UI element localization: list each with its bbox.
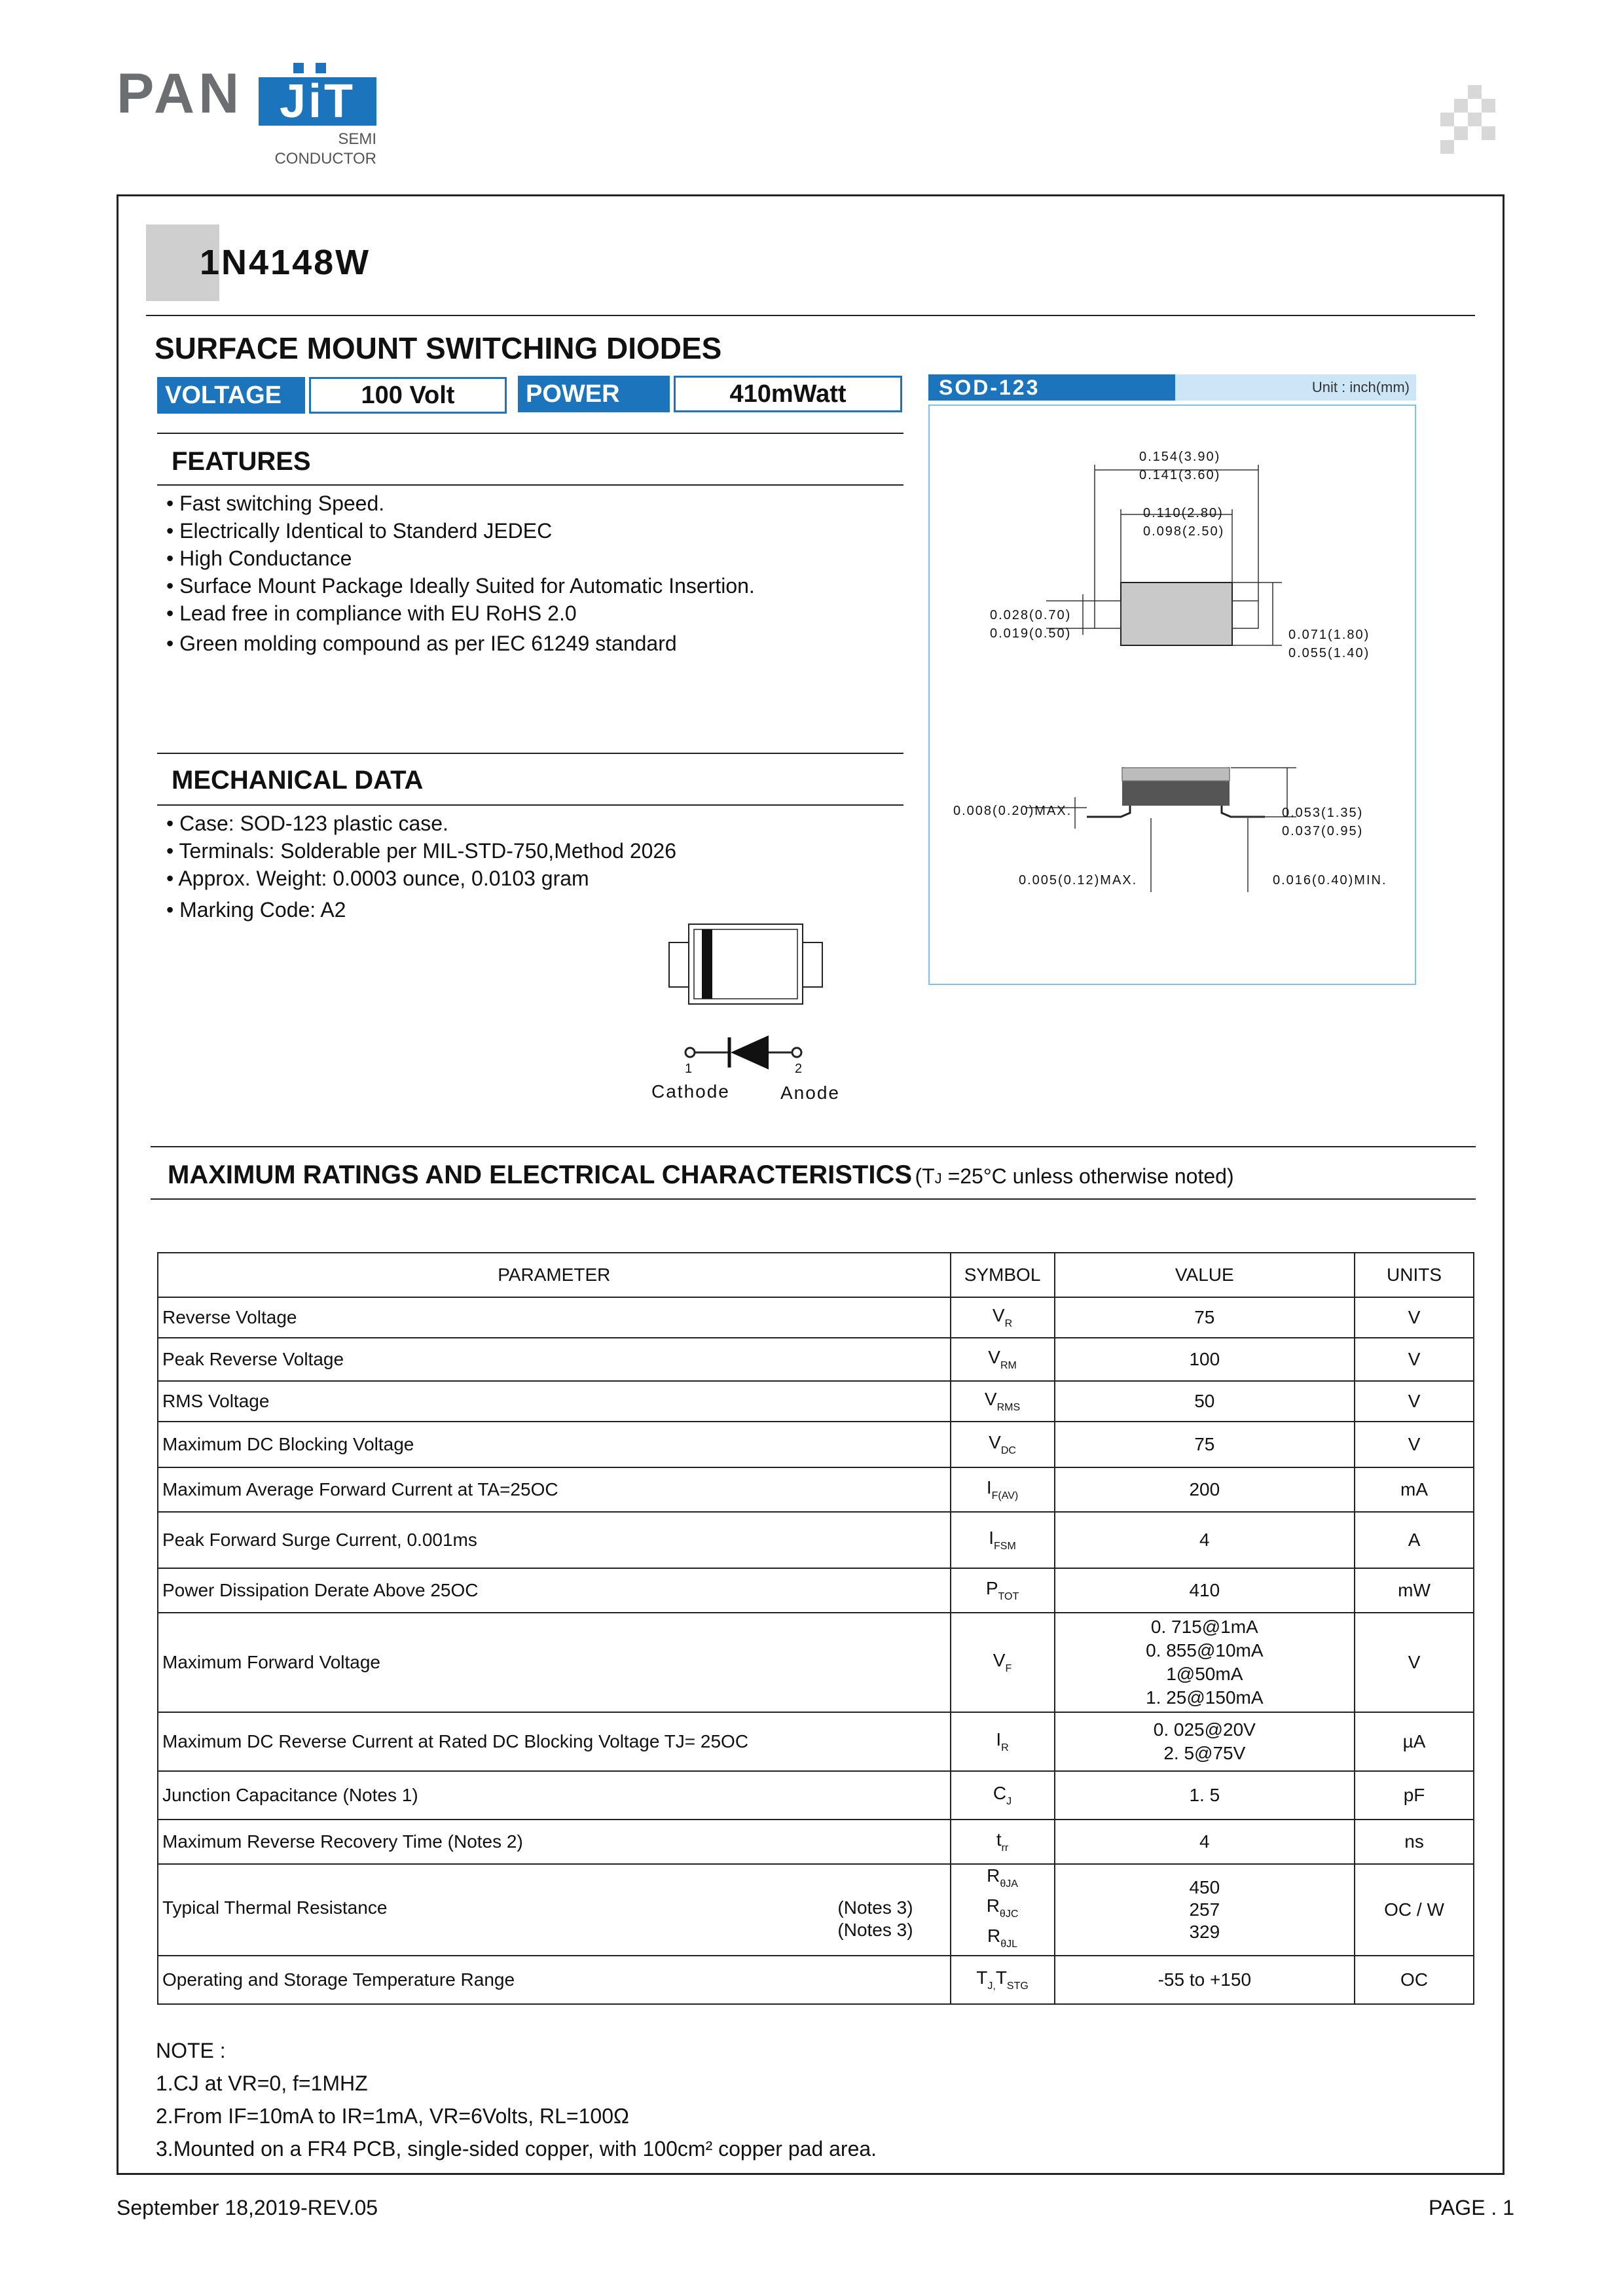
table-row — [158, 1613, 1474, 1712]
pin1-terminal — [685, 1048, 695, 1057]
table-row — [158, 1956, 1474, 2004]
symbol-cell: $T_{J,}T_{STG}$ — [951, 1956, 1055, 2004]
pin2-label: 2 — [795, 1062, 803, 1076]
ratings-bottom-line — [151, 1198, 1476, 1200]
table-row — [158, 1297, 1474, 1338]
mechanical-item: • Case: SOD-123 plastic case. — [166, 812, 448, 835]
logo-dots — [293, 63, 348, 72]
unit-cell: V — [1355, 1613, 1474, 1712]
unit-cell: V — [1355, 1338, 1474, 1381]
mechanical-item: • Terminals: Solderable per MIL-STD-750,Method 2026 — [166, 839, 676, 863]
param-cell: RMS Voltage — [158, 1381, 951, 1422]
feature-item: • Surface Mount Package Ideally Suited for Automatic Insertion. — [166, 574, 755, 598]
unit-cell: OC — [1355, 1956, 1474, 2004]
cathode-band — [702, 929, 712, 999]
symbol-cell: $P_{TOT}$ — [951, 1568, 1055, 1613]
dim-overall-min: 0.141(3.60) — [1139, 468, 1221, 482]
table-row — [158, 1512, 1474, 1568]
pin1-label: 1 — [685, 1062, 693, 1076]
logo-subtitle — [259, 130, 376, 169]
pad-right — [803, 942, 822, 987]
cathode-label: Cathode — [651, 1081, 730, 1102]
part-number-title: 1N4148W — [200, 243, 371, 282]
voltage-badge-label: VOLTAGE — [157, 377, 305, 414]
feature-item: • Green molding compound as per IEC 61249 standard — [166, 632, 677, 655]
note-item: 1.CJ at VR=0, f=1MHZ — [156, 2072, 368, 2095]
header-units: UNITS — [1355, 1253, 1474, 1297]
table-row — [158, 1568, 1474, 1613]
unit-cell: A — [1355, 1512, 1474, 1568]
side-view-top — [1122, 768, 1230, 781]
ratings-condition: (TJ =25°C unless otherwise noted) — [915, 1164, 1234, 1188]
ratings-top-line — [151, 1146, 1476, 1147]
symbol-cell: $V_{RM}$ — [951, 1338, 1055, 1381]
param-cell: Power Dissipation Derate Above 25OC — [158, 1568, 951, 1613]
symbol-cell: $V_{RMS}$ — [951, 1381, 1055, 1422]
mechanical-list — [166, 810, 900, 924]
dim-body-width — [1288, 626, 1370, 662]
features-bottom-line — [157, 484, 903, 486]
table-row — [158, 1381, 1474, 1422]
symbol-cell: $t_{rr}$ — [951, 1820, 1055, 1864]
dim-width-min: 0.055(1.40) — [1288, 646, 1370, 660]
symbol-cell: $V_{DC}$ — [951, 1422, 1055, 1467]
table-row — [158, 1712, 1474, 1771]
top-view-lead-right — [1232, 601, 1258, 628]
top-view-body — [1121, 583, 1232, 645]
value-cell: 50 — [1055, 1381, 1355, 1422]
dim-standoff: 0.005(0.12)MAX. — [1019, 873, 1138, 888]
voltage-badge-value: 100 Volt — [309, 377, 507, 414]
param-cell: Maximum DC Blocking Voltage — [158, 1422, 951, 1467]
symbol-cell: $I_R$ — [951, 1712, 1055, 1771]
ratings-heading — [168, 1160, 1234, 1190]
note-item: 3.Mounted on a FR4 PCB, single-sided copper, with 100cm² copper pad area. — [156, 2137, 877, 2161]
dim-height-max: 0.053(1.35) — [1282, 806, 1364, 820]
corner-pattern-icon — [1440, 85, 1506, 157]
package-name: SOD-123 — [928, 374, 1175, 401]
value-cell: 200 — [1055, 1467, 1355, 1512]
side-view-body — [1122, 781, 1230, 806]
dim-lead-length: 0.016(0.40)MIN. — [1273, 873, 1387, 888]
table-header-row — [158, 1253, 1474, 1297]
package-header — [928, 374, 1416, 401]
logo-jit: JiT — [259, 77, 376, 126]
power-badge-label: POWER — [518, 376, 670, 412]
mechanical-item: • Marking Code: A2 — [166, 898, 346, 922]
unit-cell: V — [1355, 1297, 1474, 1338]
dim-height-min: 0.037(0.95) — [1282, 824, 1364, 838]
value-cell: 4 — [1055, 1512, 1355, 1568]
dim-lead-min: 0.019(0.50) — [990, 626, 1072, 641]
mechanical-bottom-line — [157, 804, 903, 806]
header-symbol: SYMBOL — [951, 1253, 1055, 1297]
unit-cell: mW — [1355, 1568, 1474, 1613]
package-unit: Unit : inch(mm) — [1175, 374, 1416, 401]
pin2-terminal — [792, 1048, 801, 1057]
mechanical-item: • Approx. Weight: 0.0003 ounce, 0.0103 gram — [166, 867, 589, 890]
mechanical-top-line — [157, 753, 903, 754]
unit-cell: mA — [1355, 1467, 1474, 1512]
table-row — [158, 1422, 1474, 1467]
value-cell: 1. 5 — [1055, 1771, 1355, 1820]
symbol-cell: $V_F$ — [951, 1613, 1055, 1712]
feature-item: • Fast switching Speed. — [166, 492, 385, 515]
pad-left — [669, 942, 689, 987]
unit-cell: µA — [1355, 1712, 1474, 1771]
feature-item: • Lead free in compliance with EU RoHS 2.0 — [166, 601, 577, 625]
value-cell: -55 to +150 — [1055, 1956, 1355, 2004]
param-cell: Peak Reverse Voltage — [158, 1338, 951, 1381]
notes-section — [156, 2034, 877, 2165]
symbol-cell: $I_{F(AV)}$ — [951, 1467, 1055, 1512]
value-cell: 0. 715@1mA 0. 855@10mA 1@50mA 1. 25@150mA — [1055, 1613, 1355, 1712]
feature-item: • Electrically Identical to Standerd JEDEC — [166, 519, 553, 543]
footer-date: September 18,2019-REV.05 — [117, 2196, 378, 2219]
table-row — [158, 1820, 1474, 1864]
unit-cell: V — [1355, 1381, 1474, 1422]
param-cell: Reverse Voltage — [158, 1297, 951, 1338]
top-view-lead-left — [1095, 601, 1121, 628]
param-cell: Peak Forward Surge Current, 0.001ms — [158, 1512, 951, 1568]
unit-cell: OC / W — [1355, 1864, 1474, 1956]
symbol-cell: $R_{\theta JA}$ $R_{\theta JC}$ $R_{\theta JL}$ — [951, 1864, 1055, 1956]
value-cell: 4 — [1055, 1820, 1355, 1864]
mechanical-title: MECHANICAL DATA — [172, 766, 424, 795]
symbol-cell: $C_J$ — [951, 1771, 1055, 1820]
header-parameter: PARAMETER — [158, 1253, 951, 1297]
package-dimensions-drawing — [928, 404, 1416, 985]
dim-body-length — [1143, 504, 1224, 541]
note-item: 2.From IF=10mA to IR=1mA, VR=6Volts, RL=100Ω — [156, 2104, 629, 2128]
features-list — [166, 490, 900, 657]
unit-cell: V — [1355, 1422, 1474, 1467]
dim-body-min: 0.098(2.50) — [1143, 524, 1225, 539]
notes-title: NOTE : — [156, 2039, 226, 2062]
title-divider — [146, 315, 1475, 316]
param-cell: Operating and Storage Temperature Range — [158, 1956, 951, 2004]
param-cell: Junction Capacitance (Notes 1) — [158, 1771, 951, 1820]
anode-triangle — [731, 1035, 769, 1069]
value-cell: 75 — [1055, 1422, 1355, 1467]
power-badge-value: 410mWatt — [674, 376, 902, 412]
table-row — [158, 1864, 1474, 1956]
param-cell: Maximum Average Forward Current at TA=25OC — [158, 1467, 951, 1512]
logo-sub-semi: SEMI — [338, 130, 376, 148]
features-title: FEATURES — [172, 447, 311, 476]
dim-overall-max: 0.154(3.90) — [1139, 450, 1221, 464]
page-subtitle: SURFACE MOUNT SWITCHING DIODES — [155, 331, 722, 365]
ratings-table — [157, 1252, 1474, 2005]
unit-cell: ns — [1355, 1820, 1474, 1864]
value-cell: 100 — [1055, 1338, 1355, 1381]
ratings-title: MAXIMUM RATINGS AND ELECTRICAL CHARACTERISTICS — [168, 1160, 913, 1189]
dim-body-max: 0.110(2.80) — [1143, 506, 1224, 520]
param-cell: Maximum Reverse Recovery Time (Notes 2) — [158, 1820, 951, 1864]
value-cell: 0. 025@20V 2. 5@75V — [1055, 1712, 1355, 1771]
value-cell: 410 — [1055, 1568, 1355, 1613]
dim-lead-width — [990, 606, 1071, 643]
param-cell: Maximum Forward Voltage — [158, 1613, 951, 1712]
symbol-cell: $I_{FSM}$ — [951, 1512, 1055, 1568]
anode-label: Anode — [780, 1083, 840, 1103]
table-row — [158, 1771, 1474, 1820]
features-top-line — [157, 433, 903, 434]
param-cell: Maximum DC Reverse Current at Rated DC Blocking Voltage TJ= 25OC — [158, 1712, 951, 1771]
table-row — [158, 1338, 1474, 1381]
value-cell: 450 257 329 — [1055, 1864, 1355, 1956]
unit-cell: pF — [1355, 1771, 1474, 1820]
dim-width-max: 0.071(1.80) — [1288, 628, 1370, 642]
dim-lead-thickness: 0.008(0.20)MAX. — [953, 804, 1072, 818]
table-row — [158, 1467, 1474, 1512]
dim-overall-length — [1139, 448, 1220, 484]
symbol-cell: $V_R$ — [951, 1297, 1055, 1338]
value-cell: 75 — [1055, 1297, 1355, 1338]
footer-page: PAGE . 1 — [1428, 2196, 1514, 2219]
logo-pan: PAN — [117, 62, 244, 125]
logo-sub-conductor: CONDUCTOR — [274, 150, 376, 168]
dim-height — [1282, 804, 1363, 840]
feature-item: • High Conductance — [166, 547, 352, 570]
dim-lead-max: 0.028(0.70) — [990, 608, 1072, 622]
header-value: VALUE — [1055, 1253, 1355, 1297]
param-cell: Typical Thermal Resistance (Notes 3) (Notes 3) — [158, 1864, 951, 1956]
